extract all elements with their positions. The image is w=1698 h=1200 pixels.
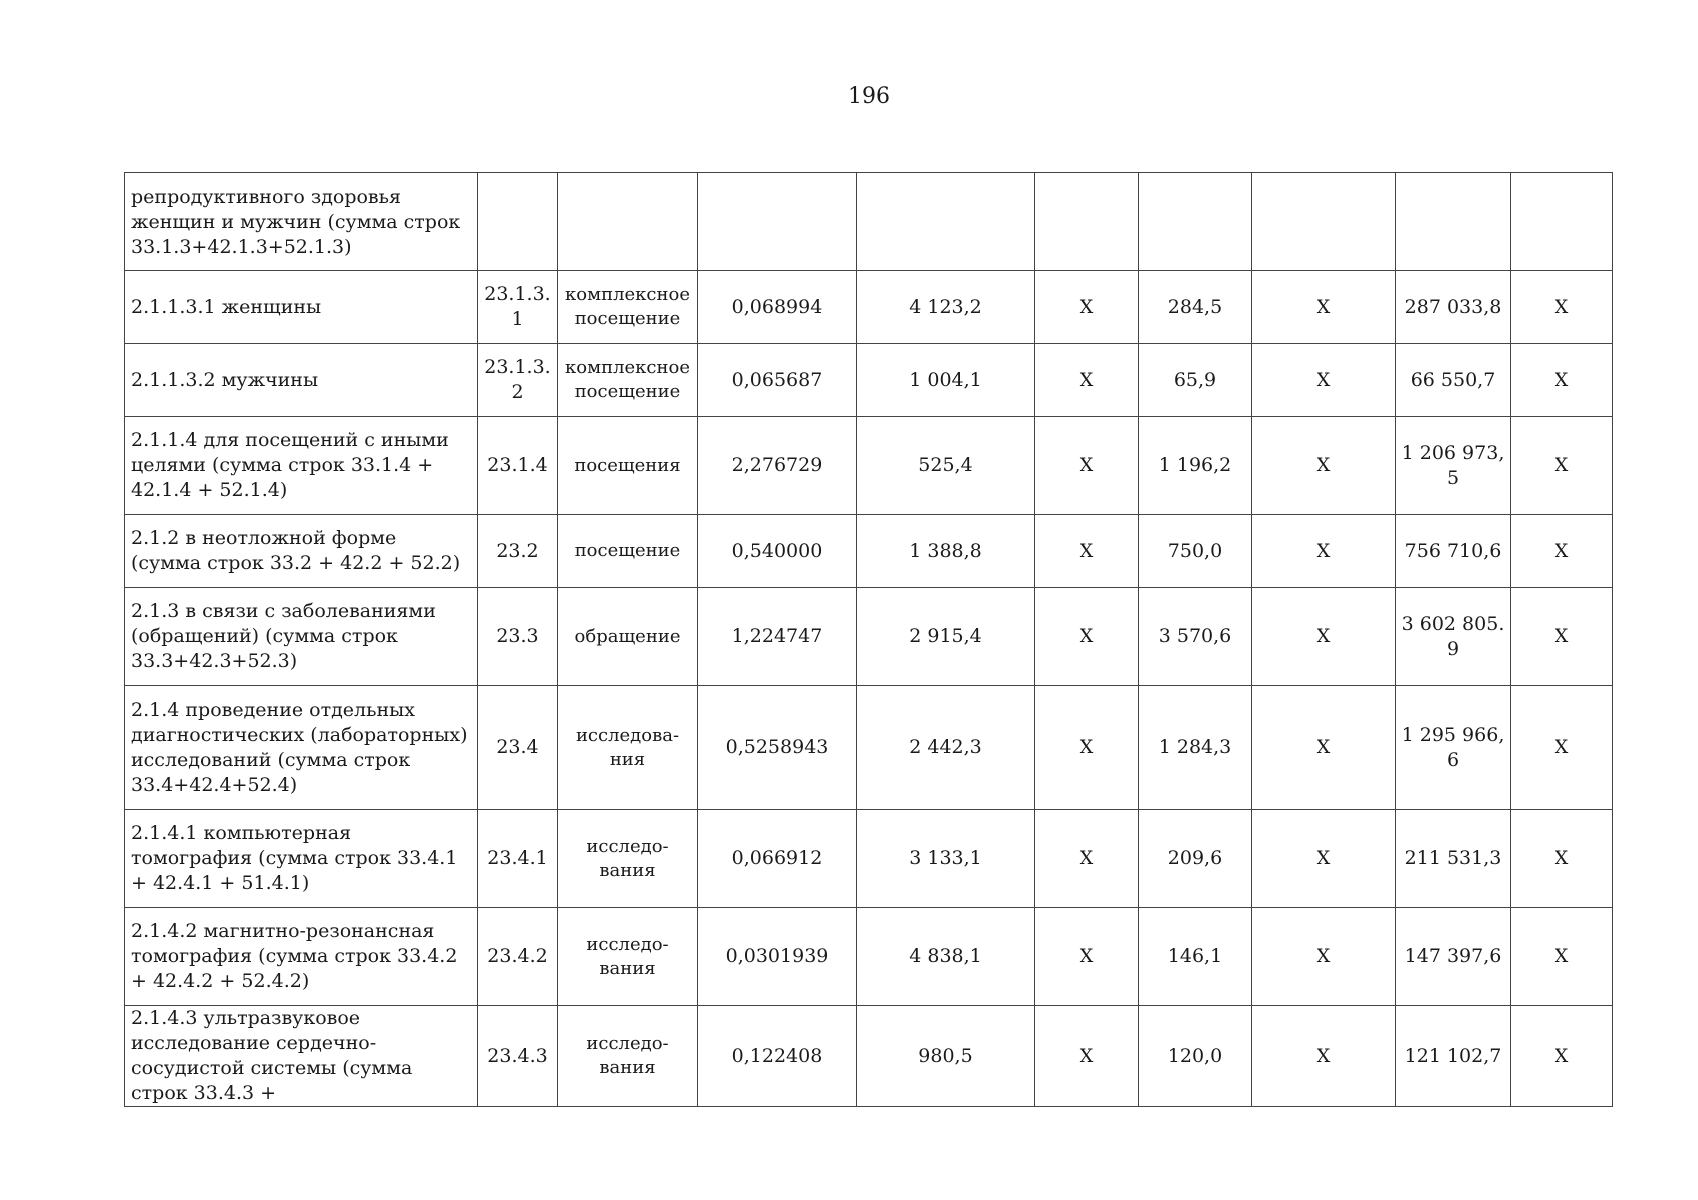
row-code-cell: 23.4.2 [478,908,558,1006]
row-value-cell: 3 570,6 [1139,588,1252,686]
row-rate-cell: 0,068994 [698,271,857,344]
row-unit-cell: исследова- ния [558,686,698,810]
row-unit-cell: исследо- вания [558,908,698,1006]
row-x3-cell: Х [1511,271,1613,344]
row-total-cell: 211 531,3 [1396,810,1511,908]
row-value-cell: 750,0 [1139,515,1252,588]
row-x1-cell [1035,173,1139,271]
row-x2-cell: Х [1252,1006,1396,1107]
row-unit-cell: комплексное посещение [558,271,698,344]
row-name-cell: 2.1.1.4 для посещений с иными целями (сумма строк 33.1.4 + 42.1.4 + 52.1.4) [125,417,478,515]
table-row [125,417,1613,515]
row-x1-cell: Х [1035,515,1139,588]
table-row [125,686,1613,810]
table-row [125,588,1613,686]
row-rate-cell: 0,540000 [698,515,857,588]
row-value-cell: 209,6 [1139,810,1252,908]
row-cost-cell: 1 004,1 [857,344,1035,417]
row-code-cell: 23.4.3 [478,1006,558,1107]
row-name-cell: 2.1.1.3.2 мужчины [125,344,478,417]
table-row [125,908,1613,1006]
row-x3-cell: Х [1511,686,1613,810]
row-unit-cell: посещение [558,515,698,588]
row-code-cell: 23.1.3. 2 [478,344,558,417]
row-x3-cell: Х [1511,1006,1613,1107]
row-cost-cell: 4 838,1 [857,908,1035,1006]
row-total-cell: 1 295 966, 6 [1396,686,1511,810]
row-name-cell: 2.1.4.1 компьютерная томография (сумма строк 33.4.1 + 42.4.1 + 51.4.1) [125,810,478,908]
row-rate-cell: 0,0301939 [698,908,857,1006]
row-x1-cell: Х [1035,417,1139,515]
row-name-cell: 2.1.2 в неотложной форме (сумма строк 33.2 + 42.2 + 52.2) [125,515,478,588]
table-row [125,810,1613,908]
row-x2-cell: Х [1252,344,1396,417]
row-x1-cell: Х [1035,908,1139,1006]
row-rate-cell: 0,066912 [698,810,857,908]
row-x1-cell: Х [1035,810,1139,908]
row-x2-cell [1252,173,1396,271]
row-code-cell: 23.3 [478,588,558,686]
row-name-cell: 2.1.4 проведение отдельных диагностических (лабораторных) исследований (сумма строк 33.4+42.4+52.4) [125,686,478,810]
row-x1-cell: Х [1035,686,1139,810]
row-code-cell [478,173,558,271]
row-x1-cell: Х [1035,344,1139,417]
row-x2-cell: Х [1252,686,1396,810]
row-x3-cell: Х [1511,810,1613,908]
table-row [125,344,1613,417]
row-value-cell: 146,1 [1139,908,1252,1006]
row-cost-cell [857,173,1035,271]
row-cost-cell: 4 123,2 [857,271,1035,344]
row-value-cell: 65,9 [1139,344,1252,417]
row-name-cell: 2.1.1.3.1 женщины [125,271,478,344]
row-value-cell [1139,173,1252,271]
row-total-cell: 287 033,8 [1396,271,1511,344]
data-table [124,172,1613,1107]
row-code-cell: 23.4 [478,686,558,810]
row-rate-cell: 0,122408 [698,1006,857,1107]
row-name-cell: 2.1.4.2 магнитно-резонансная томография (сумма строк 33.4.2 + 42.4.2 + 52.4.2) [125,908,478,1006]
row-value-cell: 284,5 [1139,271,1252,344]
row-x2-cell: Х [1252,588,1396,686]
table-row [125,1006,1613,1107]
row-total-cell: 147 397,6 [1396,908,1511,1006]
row-rate-cell: 2,276729 [698,417,857,515]
row-cost-cell: 1 388,8 [857,515,1035,588]
row-x3-cell: Х [1511,588,1613,686]
row-x3-cell: Х [1511,908,1613,1006]
row-value-cell: 120,0 [1139,1006,1252,1107]
row-x1-cell: Х [1035,588,1139,686]
row-x2-cell: Х [1252,515,1396,588]
row-x2-cell: Х [1252,271,1396,344]
row-total-cell: 121 102,7 [1396,1006,1511,1107]
row-code-cell: 23.1.4 [478,417,558,515]
row-x2-cell: Х [1252,810,1396,908]
row-rate-cell: 0,5258943 [698,686,857,810]
row-rate-cell: 0,065687 [698,344,857,417]
row-rate-cell: 1,224747 [698,588,857,686]
row-unit-cell: исследо- вания [558,810,698,908]
row-cost-cell: 2 442,3 [857,686,1035,810]
row-total-cell: 3 602 805. 9 [1396,588,1511,686]
row-cost-cell: 2 915,4 [857,588,1035,686]
row-name-cell: 2.1.3 в связи с заболеваниями (обращений) (сумма строк 33.3+42.3+52.3) [125,588,478,686]
table-row [125,515,1613,588]
row-cost-cell: 980,5 [857,1006,1035,1107]
row-name-cell: репродуктивного здоровья женщин и мужчин (сумма строк 33.1.3+42.1.3+52.1.3) [125,173,478,271]
row-unit-cell: посещения [558,417,698,515]
row-value-cell: 1 196,2 [1139,417,1252,515]
row-total-cell: 1 206 973, 5 [1396,417,1511,515]
table-row [125,271,1613,344]
row-cost-cell: 525,4 [857,417,1035,515]
row-code-cell: 23.2 [478,515,558,588]
row-x3-cell: Х [1511,344,1613,417]
page-number: 196 [848,84,890,109]
row-x3-cell: Х [1511,515,1613,588]
row-unit-cell: исследо- вания [558,1006,698,1107]
row-x2-cell: Х [1252,417,1396,515]
row-total-cell: 66 550,7 [1396,344,1511,417]
row-x3-cell: Х [1511,417,1613,515]
row-cost-cell: 3 133,1 [857,810,1035,908]
table-row [125,173,1613,271]
row-name-cell: 2.1.4.3 ультразвуковое исследование сердечно-сосудистой системы (сумма строк 33.4.3 + [125,1006,478,1107]
row-value-cell: 1 284,3 [1139,686,1252,810]
row-unit-cell [558,173,698,271]
row-x3-cell [1511,173,1613,271]
row-total-cell: 756 710,6 [1396,515,1511,588]
row-code-cell: 23.4.1 [478,810,558,908]
row-x1-cell: Х [1035,1006,1139,1107]
row-x1-cell: Х [1035,271,1139,344]
row-rate-cell [698,173,857,271]
row-code-cell: 23.1.3. 1 [478,271,558,344]
row-unit-cell: обращение [558,588,698,686]
row-x2-cell: Х [1252,908,1396,1006]
row-total-cell [1396,173,1511,271]
row-unit-cell: комплексное посещение [558,344,698,417]
